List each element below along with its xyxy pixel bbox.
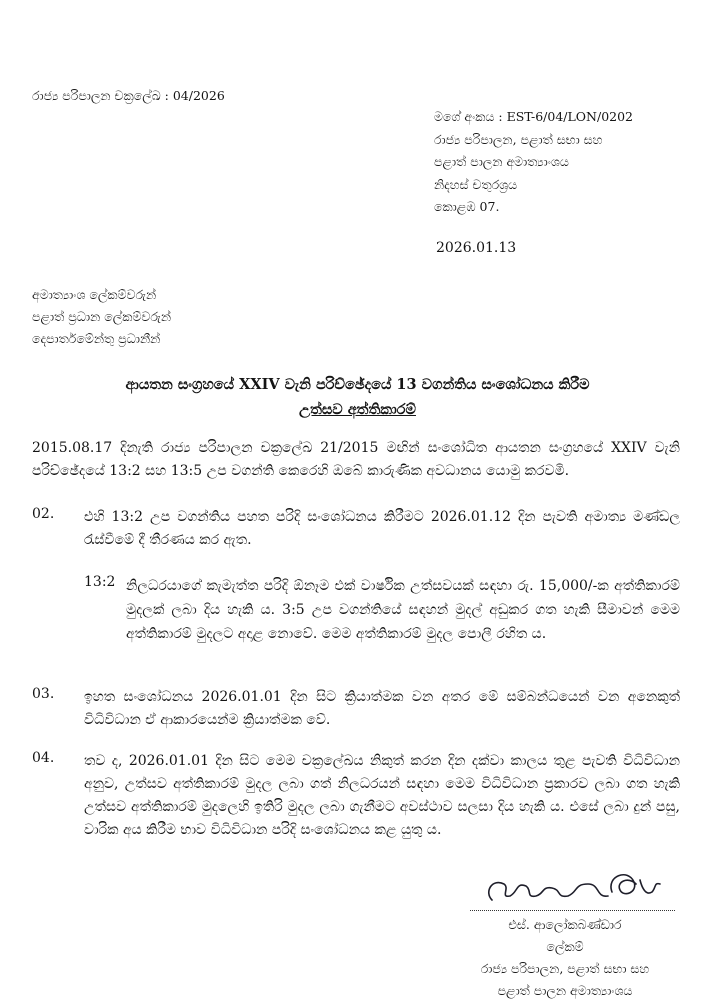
- address-line2: කොළඹ 07.: [434, 199, 500, 214]
- signatory-ministry-line2: පළාත් පාලන අමාත්‍යාංශය: [497, 983, 633, 998]
- paragraph-3: ඉහත සංශෝධනය 2026.01.01 දින සිට ක්‍රියාත්මක වන අතර මේ සම්බන්ධයෙන් වන අනෙකුත් විධිවිධාන ඒ ආකාරයෙන්ම ක්‍රියාත්මක වේ.: [84, 689, 680, 728]
- signatory-ministry-line1: රාජ්‍ය පරිපාලන, පළාත් සභා සහ: [480, 961, 650, 976]
- paragraph-2: එහි 13:2 උප වගන්තිය පහත පරිදි සංශෝධනය කිරීමට 2026.01.12 දින පැවති අමාත්‍ය මණ්ඩල රැස්වීමේ දී තීරණය කර ඇත.: [84, 509, 680, 548]
- signatory-name: එස්. ආලෝකබණ්ඩාර: [508, 917, 622, 932]
- ministry-name-line2: පළාත් පාලන අමාත්‍යාංශය: [434, 154, 569, 169]
- addressee-3: දෙපාර්තමේන්තු ප්‍රධානීන්: [32, 331, 161, 346]
- reference-block: [434, 106, 633, 219]
- ministry-name-line1: රාජ්‍ය පරිපාලන, පළාත් සභා සහ: [434, 131, 603, 147]
- reference-number: මගේ අංකය : EST-6/04/LON/0202: [434, 109, 634, 124]
- paragraph-4-number: 04.: [32, 750, 55, 766]
- paragraph-3-number: 03.: [32, 686, 55, 702]
- addressee-block: [32, 284, 171, 350]
- paragraph-2-number: 02.: [32, 506, 55, 522]
- signatory-block: [440, 914, 690, 1002]
- signatory-designation: ලේකම්: [546, 939, 584, 954]
- title-line1: ආයතන සංග්‍රහයේ XXIV වැනි පරිච්ඡේදයේ 13 වගන්තිය සංශෝධනය කිරීම: [125, 376, 590, 393]
- signature-line: [470, 910, 675, 911]
- document-title: [0, 372, 715, 422]
- title-line2: උත්සව අත්තිකාරම්: [299, 401, 416, 418]
- circular-number: රාජ්‍ය පරිපාලන චක්‍රලේඛ : 04/2026: [32, 88, 225, 103]
- paragraph-4: තව ද, 2026.01.01 දින සිට මෙම චක්‍රලේඛය නිකුත් කරන දින දක්වා කාලය තුළ පැවති විධිවිධාන අනුව, උත්සව අත්තිකාරම් මුදල ලබා ගත් නිලධරයන් සඳහා මෙම විධිවිධාන ප්‍රකාරව ලබා ගත හැකි උත්සව අත්තිකාරම් මුදලෙහි ඉතිරි මුදල ලබා ගැනීමට අවස්ථාව සලසා දිය හැකි ය. එසේ ලබා දුන් පසු, වාරික අය කිරීම භාව විධිවිධාන පරිදි සංශෝධනය කළ යුතු ය.: [84, 753, 680, 838]
- document-date: 2026.01.13: [436, 240, 517, 256]
- clause-number: 13:2: [84, 574, 116, 590]
- addressee-2: පළාත් ප්‍රධාන ලේකම්වරුන්: [32, 309, 171, 324]
- addressee-1: අමාත්‍යාංශ ලේකම්වරුන්: [32, 287, 157, 302]
- handwritten-signature: [470, 862, 670, 912]
- address-line1: නිදහස් චතුරශ්‍රය: [434, 176, 518, 192]
- paragraph-1: 2015.08.17 දිනැති රාජ්‍ය පරිපාලන චක්‍රලේඛ 21/2015 මඟින් සංශෝධිත ආයතන සංග්‍රහයේ XXIV වැනි පරිච්ඡේදයේ 13:2 සහ 13:5 උප වගන්ති කෙරෙහි ඔබේ කාරුණික අවධානය යොමු කරවමි.: [32, 440, 680, 479]
- clause-text: නිලධරයාගේ කැමැත්ත පරිදි ඕනෑම එක් වාර්ෂික උත්සවයක් සඳහා රු. 15,000/-ක අත්තිකාරම් මුදලක් ලබා දිය හැකි ය. 3:5 උප වගන්තියේ සඳහන් මුදල් අඩුකර ගත හැකි සීමාවන් මෙම අත්තිකාරම් මුදලට අදාළ නොවේ. මෙම අත්තිකාරම් මුදල පොලී රහිත ය.: [126, 578, 680, 642]
